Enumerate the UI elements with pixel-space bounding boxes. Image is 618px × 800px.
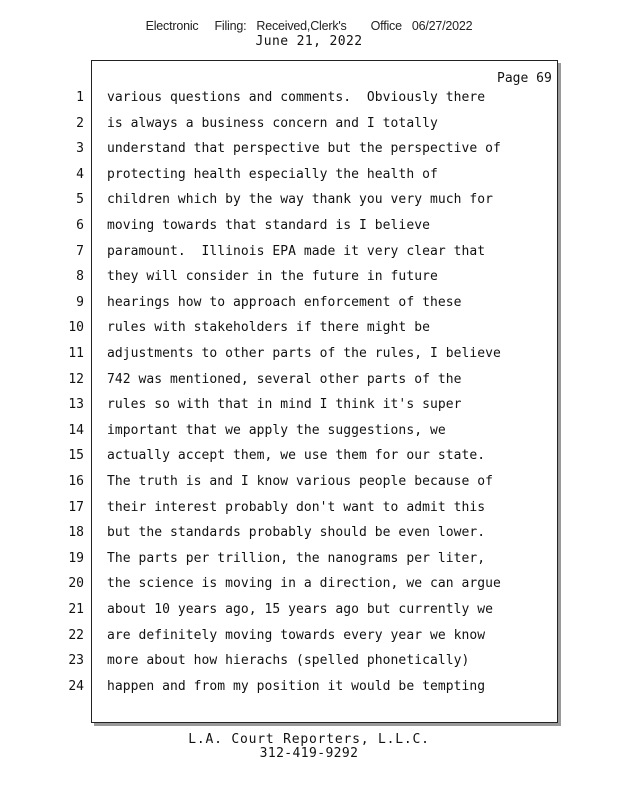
transcript-line bbox=[0, 192, 618, 218]
line-text: more about how hierachs (spelled phonetically) bbox=[107, 653, 470, 669]
line-number: 22 bbox=[68, 627, 84, 643]
transcript-line bbox=[0, 320, 618, 346]
line-text: important that we apply the suggestions, we bbox=[107, 422, 446, 438]
transcript-line bbox=[0, 372, 618, 398]
transcript-line bbox=[0, 628, 618, 654]
line-text: understand that perspective but the perspective of bbox=[107, 141, 501, 157]
transcript-line bbox=[0, 474, 618, 500]
line-number: 18 bbox=[68, 525, 84, 541]
line-number: 24 bbox=[68, 678, 84, 694]
line-number: 16 bbox=[68, 474, 84, 489]
transcript-line bbox=[0, 269, 618, 295]
reporter-company: L.A. Court Reporters, L.L.C. bbox=[188, 732, 430, 747]
line-number: 12 bbox=[68, 371, 84, 387]
line-number: 10 bbox=[68, 320, 84, 336]
line-number: 2 bbox=[76, 115, 84, 131]
line-number: 5 bbox=[76, 192, 84, 208]
line-number: 1 bbox=[76, 90, 84, 105]
line-text: they will consider in the future in future bbox=[107, 269, 438, 285]
line-text: the science is moving in a direction, we can argue bbox=[107, 576, 501, 592]
line-number: 17 bbox=[68, 499, 84, 515]
line-number: 7 bbox=[76, 243, 84, 259]
line-number: 23 bbox=[68, 653, 84, 669]
line-number: 19 bbox=[68, 550, 84, 566]
filing-stamp bbox=[0, 19, 618, 33]
transcript-line bbox=[0, 679, 618, 705]
filing-stamp-word-received: Received,Clerk's bbox=[256, 19, 347, 33]
line-text: their interest probably don't want to admit this bbox=[107, 499, 486, 515]
line-text: 742 was mentioned, several other parts of the bbox=[107, 371, 462, 387]
line-text: actually accept them, we use them for our state. bbox=[107, 448, 486, 464]
transcript-line bbox=[0, 500, 618, 526]
line-text: paramount. Illinois EPA made it very clear that bbox=[107, 243, 486, 259]
line-number: 8 bbox=[76, 269, 84, 285]
line-text: rules with stakeholders if there might be bbox=[107, 320, 430, 336]
transcript-line bbox=[0, 448, 618, 474]
transcript-line bbox=[0, 116, 618, 142]
line-number: 20 bbox=[68, 576, 84, 592]
line-text: The truth is and I know various people because of bbox=[107, 474, 493, 489]
line-number: 14 bbox=[68, 422, 84, 438]
transcript-line bbox=[0, 90, 618, 116]
filing-stamp-date: 06/27/2022 bbox=[411, 19, 473, 33]
transcript-line bbox=[0, 653, 618, 679]
line-text: hearings how to approach enforcement of these bbox=[107, 294, 462, 310]
transcript-line bbox=[0, 244, 618, 270]
line-text: about 10 years ago, 15 years ago but currently we bbox=[107, 602, 493, 617]
line-number: 6 bbox=[76, 218, 84, 233]
line-number: 9 bbox=[76, 294, 84, 310]
line-number: 3 bbox=[76, 141, 84, 157]
transcript-line bbox=[0, 602, 618, 628]
filing-stamp-word-office: Office bbox=[370, 19, 402, 33]
transcript-line bbox=[0, 397, 618, 423]
line-number: 15 bbox=[68, 448, 84, 464]
line-number: 21 bbox=[68, 602, 84, 617]
transcript-line bbox=[0, 218, 618, 244]
line-text: happen and from my position it would be tempting bbox=[107, 678, 486, 694]
line-text: various questions and comments. Obviously there bbox=[107, 90, 486, 105]
transcript-line bbox=[0, 167, 618, 193]
line-text: adjustments to other parts of the rules, I believe bbox=[107, 346, 501, 361]
filing-stamp-word-electronic: Electronic bbox=[145, 19, 199, 33]
reporter-phone: 312-419-9292 bbox=[259, 746, 359, 761]
transcript-line bbox=[0, 525, 618, 551]
page-number: Page 69 bbox=[497, 71, 552, 86]
transcript-line bbox=[0, 551, 618, 577]
line-text: children which by the way thank you very much for bbox=[107, 192, 493, 208]
line-text: protecting health especially the health of bbox=[107, 166, 438, 182]
line-text: rules so with that in mind I think it's super bbox=[107, 397, 462, 413]
line-number: 4 bbox=[76, 166, 84, 182]
hearing-date: June 21, 2022 bbox=[255, 34, 363, 49]
transcript-line bbox=[0, 576, 618, 602]
line-number: 13 bbox=[68, 397, 84, 413]
transcript-line bbox=[0, 346, 618, 372]
line-text: moving towards that standard is I believe bbox=[107, 218, 430, 233]
transcript-line bbox=[0, 423, 618, 449]
line-text: are definitely moving towards every year we know bbox=[107, 627, 486, 643]
line-text: is always a business concern and I totally bbox=[107, 115, 438, 131]
line-text: The parts per trillion, the nanograms per liter, bbox=[107, 550, 486, 566]
transcript-line bbox=[0, 295, 618, 321]
line-text: but the standards probably should be even lower. bbox=[107, 525, 486, 541]
filing-stamp-word-filing: Filing: bbox=[214, 19, 247, 33]
line-number: 11 bbox=[68, 346, 84, 361]
transcript-line bbox=[0, 141, 618, 167]
